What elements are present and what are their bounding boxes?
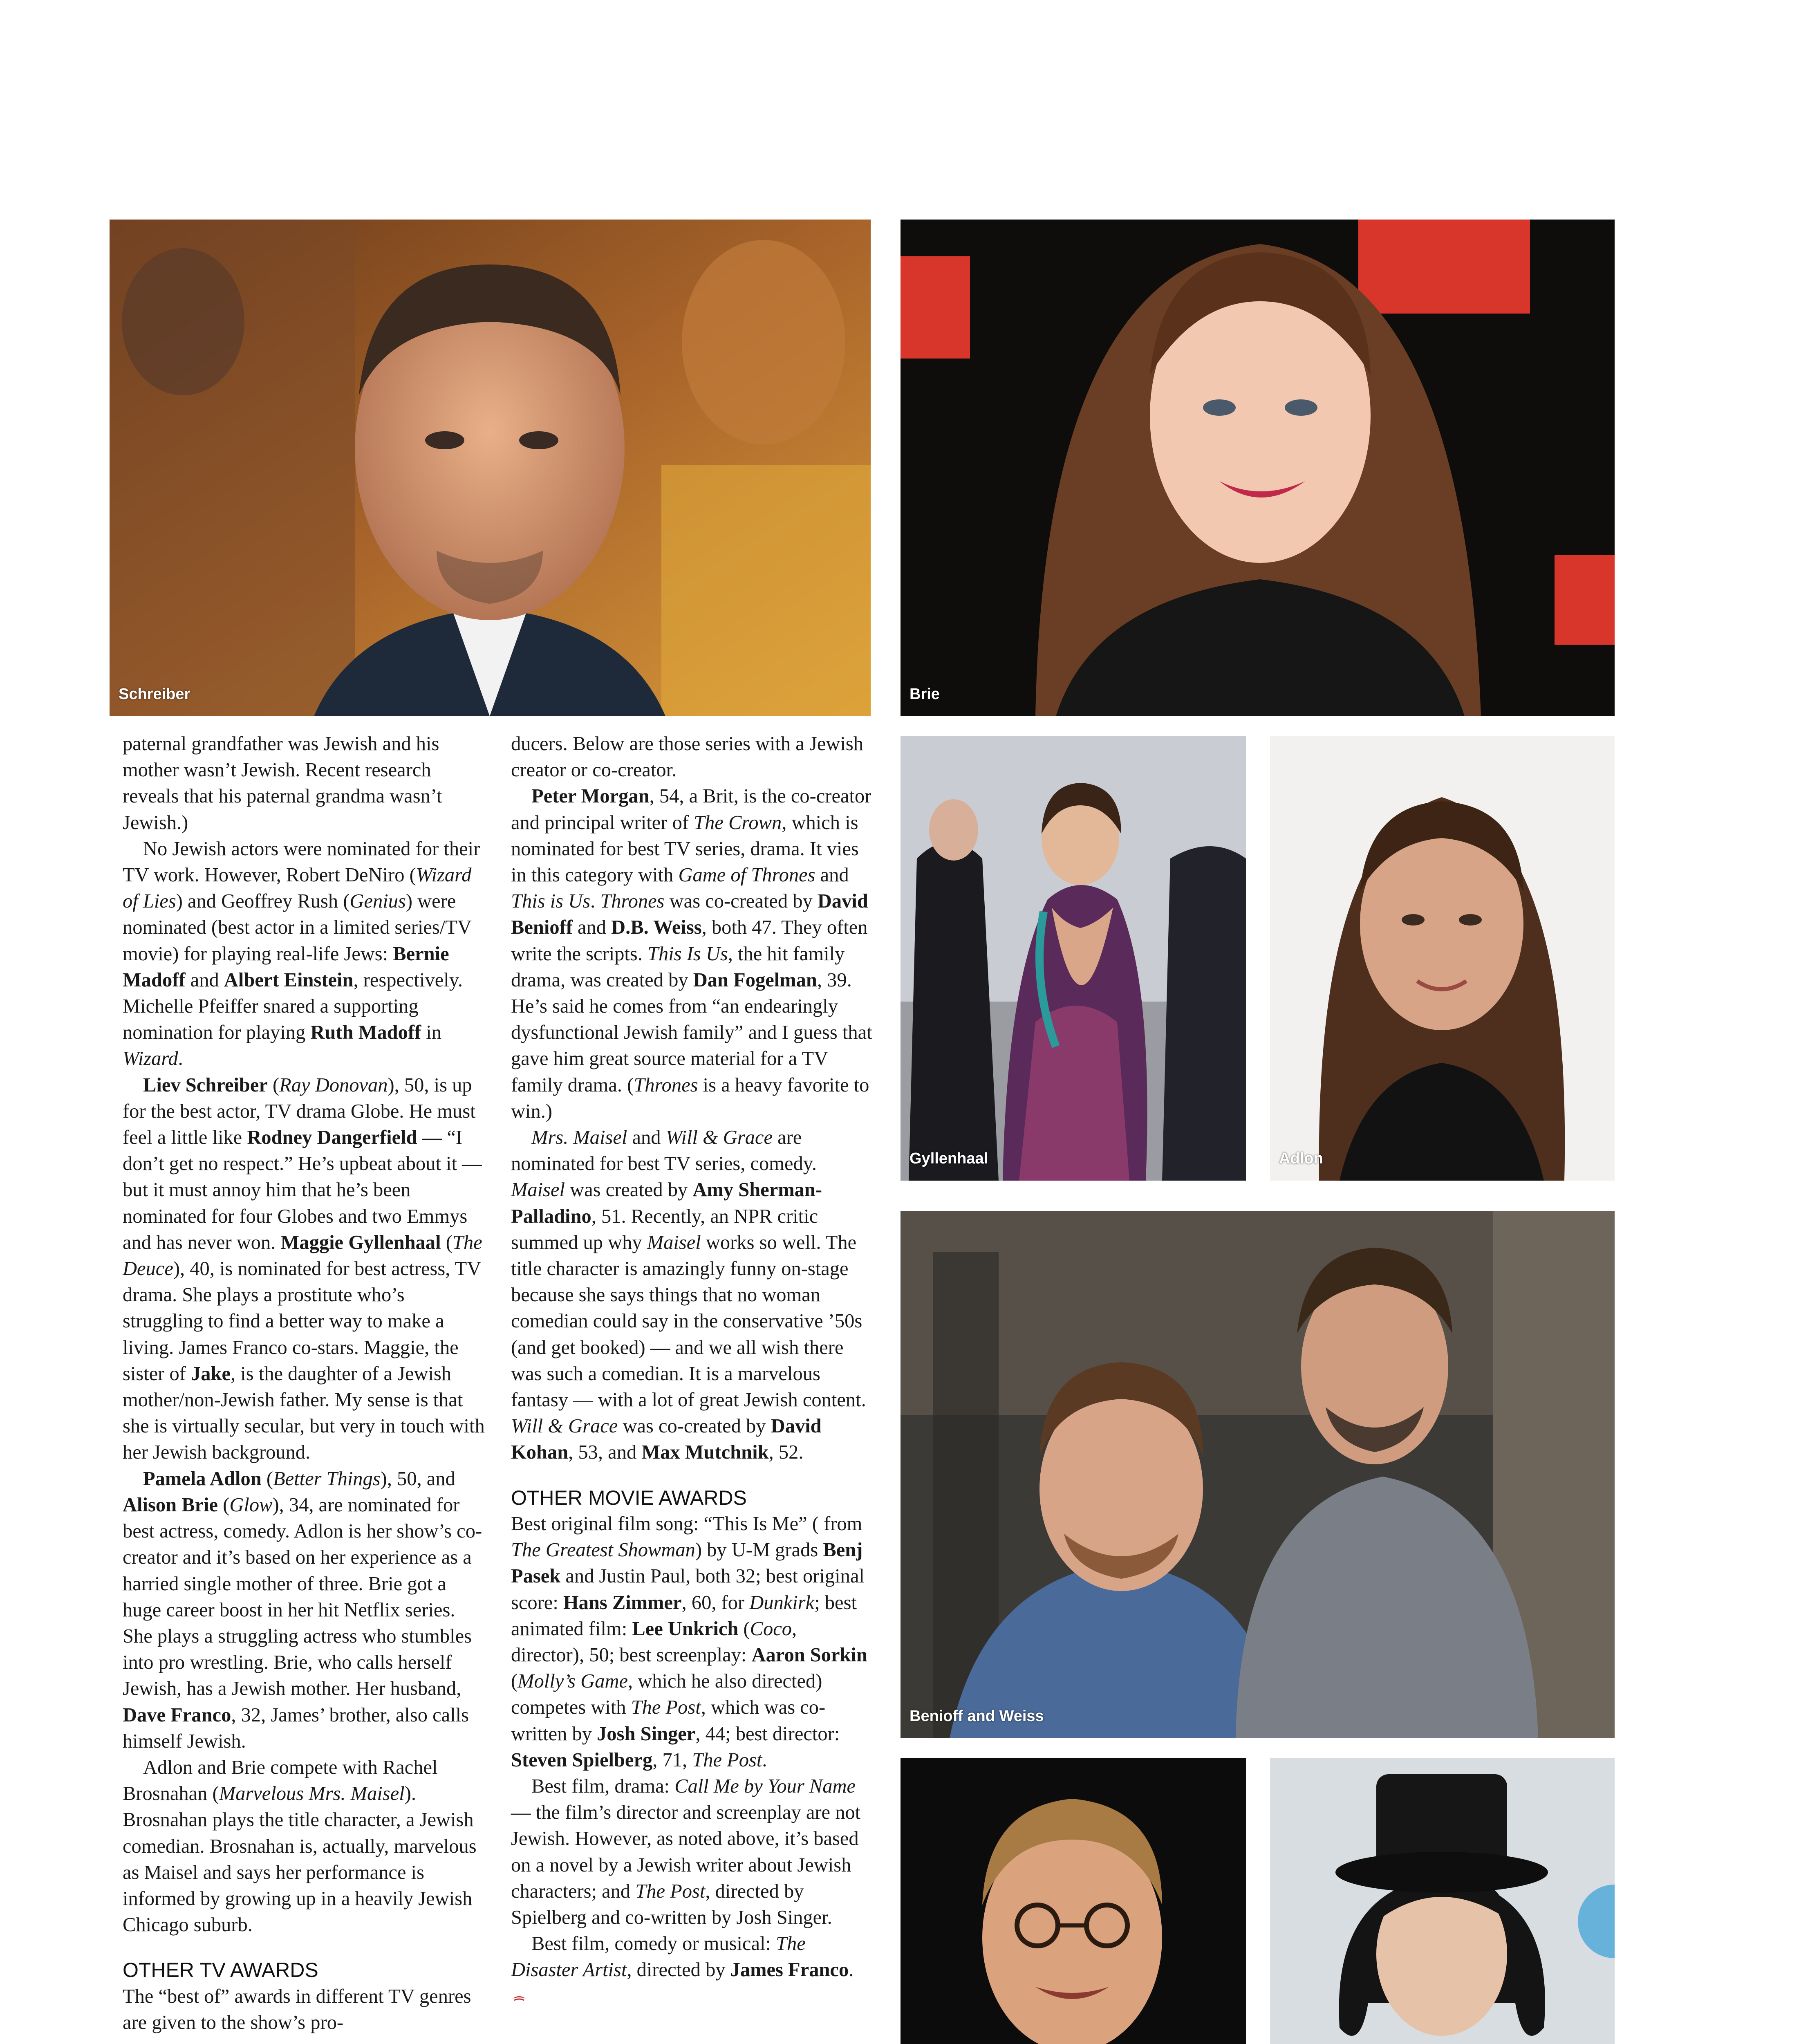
paragraph: Adlon and Brie compete with Rachel Brosnahan (Marvelous Mrs. Maisel). Brosnahan plays the title character, a Jewish comedian. Brosnahan is, actually, marvelous as Maisel and says her performance is informed by growing up in a heavily Jewish Chicago suburb. [123, 1756, 477, 1936]
adlon-photo [1270, 736, 1615, 1181]
column-middle [511, 731, 875, 2010]
paragraph: ducers. Below are those series with a Jewish creator or co-creator. [511, 733, 863, 781]
paragraph: No Jewish actors were nominated for their TV work. However, Robert DeNiro (Wizard of Lies) and Geoffrey Rush (Genius) were nominated (best actor in a limited series/TV movie) for playing real-life Jews: Bernie Madoff and Albert Einstein, respectively. Michelle Pfeiffer snared a supporting nomination for playing Ruth Madoff in Wizard. [123, 838, 480, 1070]
photo-caption: Gyllenhaal [910, 1150, 988, 1167]
photo-caption: Schreiber [119, 686, 190, 703]
adlon-illustration [1270, 736, 1615, 1181]
section-heading: OTHER MOVIE AWARDS [511, 1486, 747, 1509]
benioff-weiss-photo [901, 1211, 1615, 1738]
paragraph: Best original film song: “This Is Me” ( from The Greatest Showman) by U-M grads Benj Pasek and Justin Paul, both 32; best original score: Hans Zimmer, 60, for Dunkirk; best animated film: Lee Unkrich (Coco, director), 50; best screenplay: Aaron Sorkin (Molly’s Game, which he also directed) competes with The Post, which was co-written by Josh Singer, 44; best director: Steven Spielberg, 71, The Post. [511, 1513, 867, 1771]
sorkin-illustration [901, 1758, 1246, 2044]
sherman-palladino-photo [1270, 1758, 1615, 2044]
column-left [123, 731, 486, 2036]
schreiber-photo [110, 220, 871, 716]
paragraph: Peter Morgan, 54, a Brit, is the co-creator and principal writer of The Crown, which is nominated for best TV series, drama. It vies in this category with Game of Thrones and This is Us. Thrones was co-created by David Benioff and D.B. Weiss, both 47. They often write the scripts. This Is Us, the hit family drama, was created by Dan Fogelman, 39. He’s said he comes from “an endearingly dysfunctional Jewish family” and I guess that gave him great source material for a TV family drama. (Thrones is a heavy favorite to win.) [511, 785, 872, 1122]
paragraph: Best film, comedy or musical: The Disaster Artist, directed by James Franco. [511, 1931, 875, 2010]
sherman-palladino-illustration [1270, 1758, 1615, 2044]
paragraph: paternal grandfather was Jewish and his mother wasn’t Jewish. Recent research reveals that his paternal grandma wasn’t Jewish.) [123, 733, 442, 834]
paragraph: Mrs. Maisel and Will & Grace are nominated for best TV series, comedy. Maisel was created by Amy Sherman-Palladino, 51. Recently, an NPR critic summed up why Maisel works so well. The title character is amazingly funny on-stage because she says things that no woman comedian could say in the conservative ’50s (and get booked) — and we all wish there was such a comedian. It is a marvelous fantasy — with a lot of great Jewish content. Will & Grace was co-created by David Kohan, 53, and Max Mutchnik, 52. [511, 1127, 866, 1464]
paragraph: Pamela Adlon (Better Things), 50, and Alison Brie (Glow), 34, are nominated for best actress, comedy. Adlon is her show’s co-creator and it’s based on her experience as a harried single mother of three. Brie got a huge career boost in her hit Netflix series. She plays a struggling actress who stumbles into pro wrestling. Brie, who calls herself Jewish, has a Jewish mother. Her husband, Dave Franco, 32, James’ brother, also calls himself Jewish. [123, 1468, 482, 1752]
paragraph: Best film, drama: Call Me by Your Name — the film’s director and screenplay are not Jewish. However, as noted above, it’s based on a novel by a Jewish writer about Jewish characters; and The Post, directed by Spielberg and co-written by Josh Singer. [511, 1775, 861, 1928]
paragraph: Liev Schreiber (Ray Donovan), 50, is up for the best actor, TV drama Globe. He must feel a little like Rodney Dangerfield — “I don’t get no respect.” He’s upbeat about it — but it must annoy him that he’s been nominated for four Globes and two Emmys and has never won. Maggie Gyllenhaal (The Deuce), 40, is nominated for best actress, TV drama. She plays a prostitute who’s struggling to find a better way to make a living. James Franco co-stars. Maggie, the sister of Jake, is the daughter of a Jewish mother/non-Jewish father. My sense is that she is virtually secular, but very in touch with her Jewish background. [123, 1074, 485, 1464]
paragraph: The “best of” awards in different TV genres are given to the show’s pro- [123, 1985, 471, 2033]
brie-photo [901, 220, 1615, 716]
gyllenhaal-illustration [901, 736, 1246, 1181]
end-mark-icon [511, 1993, 527, 2003]
benioff-weiss-illustration [901, 1211, 1615, 1738]
sorkin-photo [901, 1758, 1246, 2044]
brie-illustration [901, 220, 1615, 716]
photo-caption: Adlon [1279, 1150, 1323, 1167]
photo-caption: Benioff and Weiss [910, 1708, 1044, 1725]
photo-caption: Brie [910, 686, 940, 703]
gyllenhaal-photo [901, 736, 1246, 1181]
section-heading: OTHER TV AWARDS [123, 1959, 318, 1982]
schreiber-illustration [110, 220, 871, 716]
